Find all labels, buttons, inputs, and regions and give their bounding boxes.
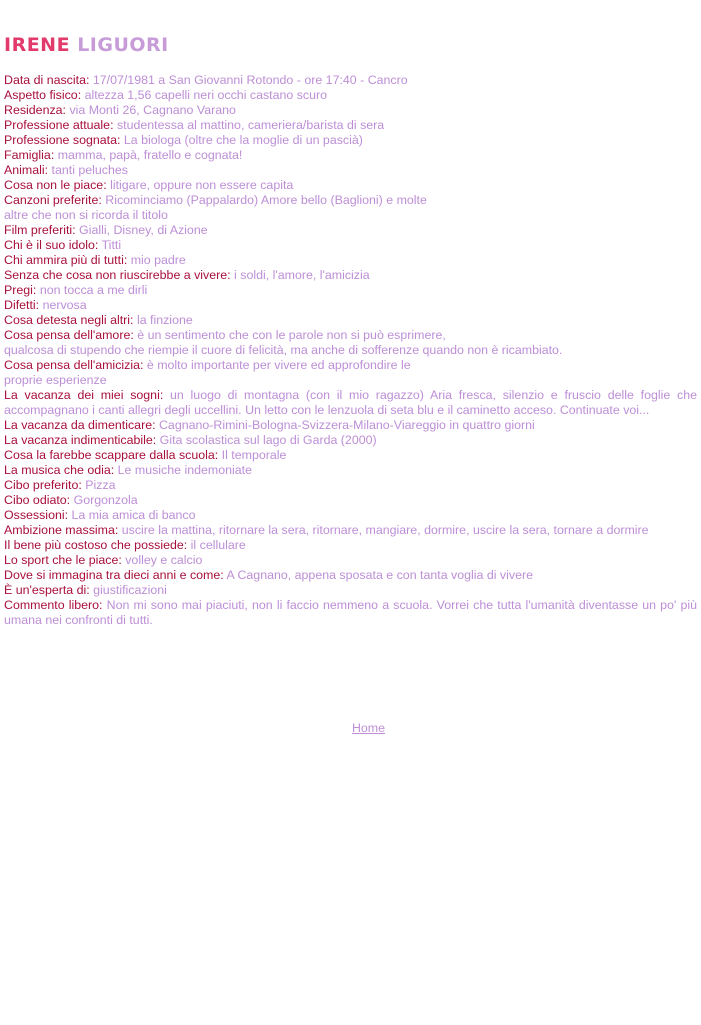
entry-value: Titti [98,238,122,252]
entry-value: 17/07/1981 a San Giovanni Rotondo - ore 17:40 - Cancro [89,73,408,87]
profile-entry [4,328,697,343]
profile-entry [4,163,697,178]
entry-value: il cellulare [187,538,246,552]
profile-entry [4,148,697,163]
profile-entry [4,238,697,253]
entry-label: Chi ammira più di tutti: [4,253,128,267]
title-first-name: IRENE [4,34,71,56]
entry-label: Canzoni preferite: [4,193,102,207]
entry-label: Cosa pensa dell'amore: [4,328,134,342]
entry-label: Senza che cosa non riuscirebbe a vivere: [4,268,231,282]
entry-label: Difetti: [4,298,40,312]
entry-value: Pizza [81,478,116,492]
entry-label: Ossessioni: [4,508,69,522]
title-last-name: LIGUORI [77,34,169,56]
entry-label: Animali: [4,163,49,177]
entry-value: A Cagnano, appena sposata e con tanta voglia di vivere [223,568,533,582]
profile-entry [4,448,697,463]
profile-entry [4,418,697,433]
profile-entry [4,493,697,508]
entry-value: qualcosa di stupendo che riempie il cuore di felicità, ma anche di sofferenze quando non è ricambiato. [4,343,563,357]
entry-label: La vacanza da dimenticare: [4,418,156,432]
entry-label: Famiglia: [4,148,55,162]
entry-value: la finzione [133,313,193,327]
entry-label: È un'esperta di: [4,583,90,597]
entry-value: un luogo di montagna (con il mio ragazzo) Aria fresca, silenzio e fruscio delle foglie che accompagnano i canti allegri degli uccellini. Un letto con le lenzuola di seta blu e il caminetto acceso. Continuate voi... [4,388,697,417]
entry-label: Data di nascita: [4,73,90,87]
profile-entry [4,178,697,193]
profile-entry [4,373,697,388]
entry-value: i soldi, l'amore, l'amicizia [230,268,370,282]
footer [0,721,701,735]
entry-value: giustificazioni [89,583,167,597]
profile-entry [4,478,697,493]
profile-entry [4,253,697,268]
entry-label: La musica che odia: [4,463,115,477]
entry-value: Non mi sono mai piaciuti, non li faccio nemmeno a scuola. Vorrei che tutta l'umanità diventasse un po' più umana nei confronti di tutti. [4,598,697,627]
profile-entry [4,598,697,628]
entry-label: Lo sport che le piace: [4,553,122,567]
entry-value: litigare, oppure non essere capita [106,178,294,192]
entry-label: Aspetto fisico: [4,88,82,102]
profile-entry [4,193,697,208]
profile-entry [4,508,697,523]
entry-label: La vacanza indimenticabile: [4,433,157,447]
entry-label: Cosa detesta negli altri: [4,313,134,327]
profile-entry [4,283,697,298]
entry-value: altezza 1,56 capelli neri occhi castano scuro [81,88,328,102]
entry-label: Ambizione massima: [4,523,119,537]
entry-label: Film preferiti: [4,223,76,237]
profile-entry [4,358,697,373]
entry-value: La mia amica di banco [68,508,196,522]
entry-label: Cibo odiato: [4,493,71,507]
entry-value: Le musiche indemoniate [114,463,252,477]
profile-entry [4,268,697,283]
profile-entry [4,223,697,238]
entry-value: Il temporale [218,448,287,462]
profile-entry [4,583,697,598]
entry-label: Cibo preferito: [4,478,82,492]
entry-label: Professione attuale: [4,118,114,132]
profile-entry [4,433,697,448]
entry-value: è molto importante per vivere ed approfondire le [143,358,411,372]
entry-value: nervosa [39,298,87,312]
entry-label: Professione sognata: [4,133,121,147]
page-title [4,34,169,56]
profile-entry [4,208,697,223]
entry-value: mio padre [127,253,186,267]
entry-value: La biologa (oltre che la moglie di un pascià) [120,133,363,147]
entry-label: Chi è il suo idolo: [4,238,99,252]
profile-entry [4,463,697,478]
profile-entry [4,103,697,118]
profile-entry [4,553,697,568]
entry-value: uscire la mattina, ritornare la sera, ritornare, mangiare, dormire, uscire la sera, tornare a dormire [118,523,649,537]
entry-label: Cosa non le piace: [4,178,107,192]
profile-entry [4,523,697,538]
entry-label: Il bene più costoso che possiede: [4,538,188,552]
entry-value: Gialli, Disney, di Azione [75,223,208,237]
profile-entry [4,568,697,583]
home-link[interactable]: Home [351,721,386,735]
entry-label: Cosa la farebbe scappare dalla scuola: [4,448,219,462]
profile-entry [4,313,697,328]
entry-value: altre che non si ricorda il titolo [4,208,168,222]
entry-value: Cagnano-Rimini-Bologna-Svizzera-Milano-Viareggio in quattro giorni [155,418,535,432]
profile-entry [4,73,697,88]
entry-value: via Monti 26, Cagnano Varano [66,103,236,117]
profile-entry [4,343,697,358]
entry-label: Dove si immagina tra dieci anni e come: [4,568,224,582]
entry-value: studentessa al mattino, cameriera/barista di sera [113,118,385,132]
profile-content [4,73,697,628]
profile-entry [4,133,697,148]
entry-value: proprie esperienze [4,373,107,387]
entry-value: mamma, papà, fratello e cognata! [54,148,243,162]
profile-entry [4,388,697,418]
entry-label: Pregi: [4,283,37,297]
entry-value: non tocca a me dirli [36,283,148,297]
profile-entry [4,88,697,103]
entry-value: tanti peluches [48,163,128,177]
entry-label: Residenza: [4,103,66,117]
entry-value: volley e calcio [121,553,203,567]
entry-value: Ricominciamo (Pappalardo) Amore bello (Baglioni) e molte [101,193,427,207]
profile-entry [4,298,697,313]
profile-entry [4,538,697,553]
entry-value: Gita scolastica sul lago di Garda (2000) [156,433,377,447]
profile-entry [4,118,697,133]
entry-label: La vacanza dei miei sogni: [4,388,164,402]
entry-value: è un sentimento che con le parole non si può esprimere, [133,328,446,342]
entry-value: Gorgonzola [70,493,138,507]
entry-label: Commento libero: [4,598,103,612]
entry-label: Cosa pensa dell'amicizia: [4,358,144,372]
